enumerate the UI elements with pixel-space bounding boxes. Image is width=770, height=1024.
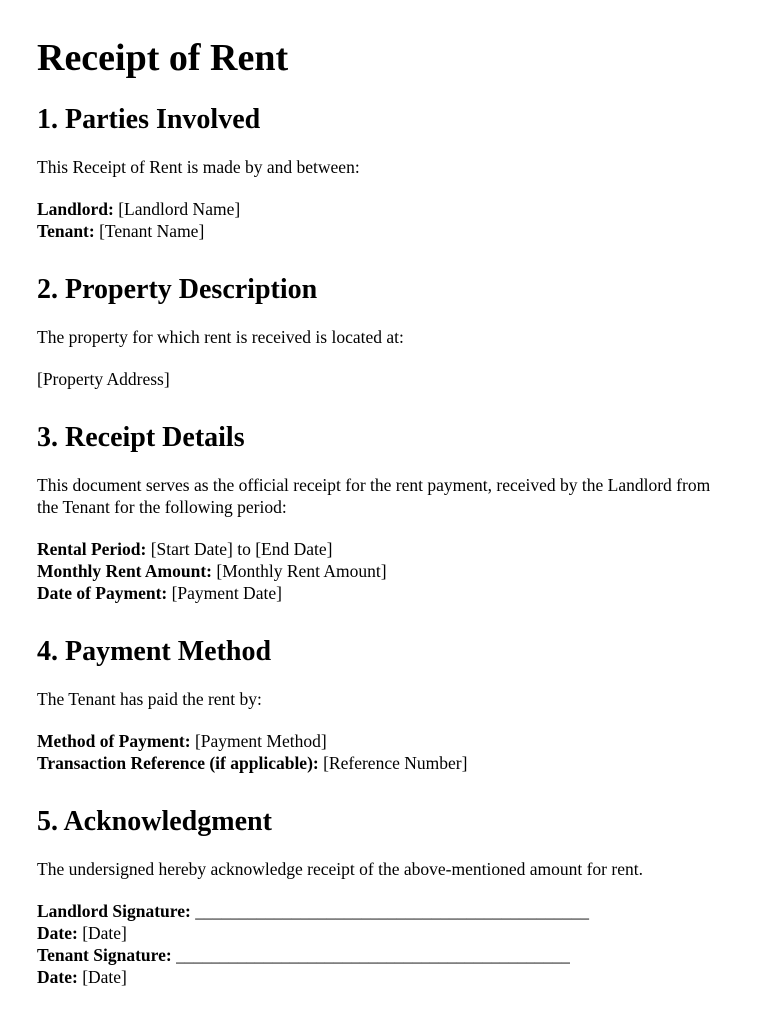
section-heading: 5. Acknowledgment	[37, 806, 272, 837]
field-label: Transaction Reference (if applicable):	[37, 753, 319, 773]
field-landlord-date	[37, 922, 730, 944]
field-label: Date:	[37, 967, 78, 987]
section-acknowledgment	[37, 804, 730, 988]
field-landlord-signature	[37, 900, 730, 922]
field-label: Rental Period:	[37, 539, 147, 559]
field-landlord	[37, 198, 730, 220]
property-address: [Property Address]	[37, 369, 170, 389]
field-list	[37, 900, 730, 988]
field-label: Monthly Rent Amount:	[37, 561, 213, 581]
document-title: Receipt of Rent	[37, 37, 289, 79]
signature-line: _____________________________________________	[171, 945, 570, 965]
field-value: [Monthly Rent Amount]	[212, 561, 387, 581]
section-heading: 3. Receipt Details	[37, 422, 245, 453]
field-tenant	[37, 220, 730, 242]
section-parties	[37, 102, 730, 242]
field-list	[37, 538, 730, 604]
field-label: Date:	[37, 923, 78, 943]
section-intro: The undersigned hereby acknowledge receipt of the above-mentioned amount for rent.	[37, 859, 643, 879]
field-label: Tenant:	[37, 221, 95, 241]
section-intro: The property for which rent is received is located at:	[37, 327, 404, 347]
section-intro: This Receipt of Rent is made by and between:	[37, 157, 360, 177]
section-property	[37, 272, 730, 390]
field-label: Method of Payment:	[37, 731, 191, 751]
field-label: Tenant Signature:	[37, 945, 172, 965]
field-label: Landlord:	[37, 199, 114, 219]
field-label: Date of Payment:	[37, 583, 168, 603]
field-monthly-rent	[37, 560, 730, 582]
section-heading: 4. Payment Method	[37, 636, 272, 667]
field-payment-date	[37, 582, 730, 604]
field-value: [Start Date] to [End Date]	[146, 539, 333, 559]
section-payment-method	[37, 634, 730, 774]
field-label: Landlord Signature:	[37, 901, 191, 921]
field-value: [Payment Date]	[167, 583, 282, 603]
field-tenant-signature	[37, 944, 730, 966]
field-value: [Landlord Name]	[113, 199, 241, 219]
section-receipt-details	[37, 420, 730, 604]
field-value: [Tenant Name]	[94, 221, 205, 241]
section-intro: The Tenant has paid the rent by:	[37, 689, 262, 709]
field-transaction-ref	[37, 752, 730, 774]
field-value: [Reference Number]	[318, 753, 468, 773]
field-value: [Date]	[77, 923, 127, 943]
field-list	[37, 198, 730, 242]
field-list	[37, 730, 730, 774]
field-rental-period	[37, 538, 730, 560]
signature-line: _____________________________________________	[190, 901, 589, 921]
section-heading: 1. Parties Involved	[37, 104, 261, 135]
field-tenant-date	[37, 966, 730, 988]
field-value: [Payment Method]	[190, 731, 327, 751]
section-intro: This document serves as the official receipt for the rent payment, received by the Landlord from the Tenant for the following period:	[37, 475, 711, 517]
field-method	[37, 730, 730, 752]
field-value: [Date]	[77, 967, 127, 987]
section-heading: 2. Property Description	[37, 274, 318, 305]
